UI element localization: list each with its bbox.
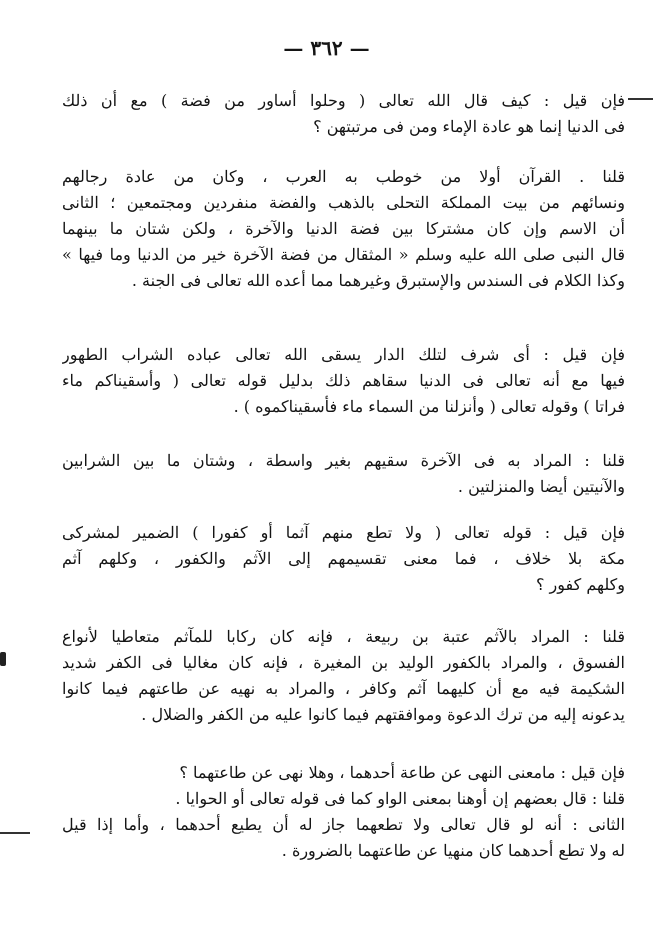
page-number: — ٣٦٢ —	[283, 36, 370, 60]
text-line: فإن قيل : أى شرف لتلك الدار يسقى الله تعالى عباده الشراب الطهور	[62, 345, 625, 364]
text-line: فإن قيل : كيف قال الله تعالى ( وحلوا أساور من فضة ) مع أن ذلك	[62, 91, 625, 110]
text-line: الشكيمة فيه مع أن كليهما آثم وكافر ، والمراد به نهيه عن طاعتهم فيما كانوا	[62, 679, 625, 698]
text-line: فيها مع أنه تعالى فى الدنيا سقاهم ذلك بدليل قوله تعالى ( وأسقيناكم ماء	[62, 371, 625, 390]
text-line: مكة بلا خلاف ، فما معنى تقسيمهم إلى الآثم والكفور ، وكلهم آثم	[62, 549, 625, 568]
text-line: له ولا تطع أحدهما كان منهيا عن طاعتهما بالضرورة .	[281, 841, 625, 860]
text-line: يدعونه إليه من ترك الدعوة وموافقتهم فيما كانوا عليه من الكفر والضلال .	[141, 705, 625, 724]
paragraph-question-silver-bracelets	[62, 88, 625, 140]
text-line: قلنا : قال بعضهم إن أوهنا بمعنى الواو كما فى قوله تعالى أو الحوايا .	[175, 789, 625, 808]
paragraph-answer-silver-bracelets	[62, 164, 625, 294]
text-line: وكلهم كفور ؟	[535, 575, 625, 594]
paragraph-question-obey-one	[62, 760, 625, 864]
text-line: الثانى : أنه لو قال تعالى ولا تطعهما جاز له أن يطيع أحدهما ، وأما إذا قيل	[62, 815, 625, 834]
scan-edge-mark	[0, 652, 6, 666]
text-line: فى الدنيا إنما هو عادة الإماء ومن فى مرتبتهن ؟	[313, 117, 625, 136]
text-line: الفسوق ، والمراد بالكفور الوليد بن المغيرة ، فإنه كان مغاليا فى الكفر شديد	[62, 653, 625, 672]
paragraph-answer-pure-drink	[62, 448, 625, 500]
text-line: ونسائهم من بيت المملكة التحلى بالذهب والفضة منفردين ومجتمعين ؛ الثانى	[62, 193, 625, 212]
paragraph-answer-sinner-disbeliever	[62, 624, 625, 728]
text-line: فإن قيل : مامعنى النهى عن طاعة أحدهما ، وهلا نهى عن طاعتهما ؟	[179, 763, 625, 782]
text-line: وكذا الكلام فى السندس والإستبرق وغيرهما مما أعده الله تعالى فى الجنة .	[131, 271, 625, 290]
text-line: قلنا : المراد به فى الآخرة سقيهم بغير واسطة ، وشتان ما بين الشرابين	[62, 451, 625, 470]
text-line: والآنيتين أيضا والمنزلتين .	[457, 477, 625, 496]
text-line: فإن قيل : قوله تعالى ( ولا تطع منهم آثما أو كفورا ) الضمير لمشركى	[62, 523, 625, 542]
text-line: أن الاسم وإن كان مشتركا بين فضة الدنيا والآخرة ، ولكن شتان ما بينهما	[62, 219, 625, 238]
text-line: قال النبى صلى الله عليه وسلم « المثقال من فضة الآخرة خير من الدنيا وما فيها »	[62, 245, 625, 264]
scan-edge-line	[0, 832, 30, 834]
text-line: فراتا ) وقوله تعالى ( وأنزلنا من السماء ماء فأسقيناكموه ) .	[233, 397, 625, 416]
paragraph-question-pure-drink	[62, 342, 625, 420]
text-line: قلنا . القرآن أولا من خوطب به العرب ، وكان من عادة رجالهم	[62, 167, 625, 186]
paragraph-question-sinner-disbeliever	[62, 520, 625, 598]
scan-edge-line	[628, 98, 653, 100]
text-line: قلنا : المراد بالآثم عتبة بن ربيعة ، فإنه كان ركابا للمآثم متعاطيا لأنواع	[62, 627, 625, 646]
